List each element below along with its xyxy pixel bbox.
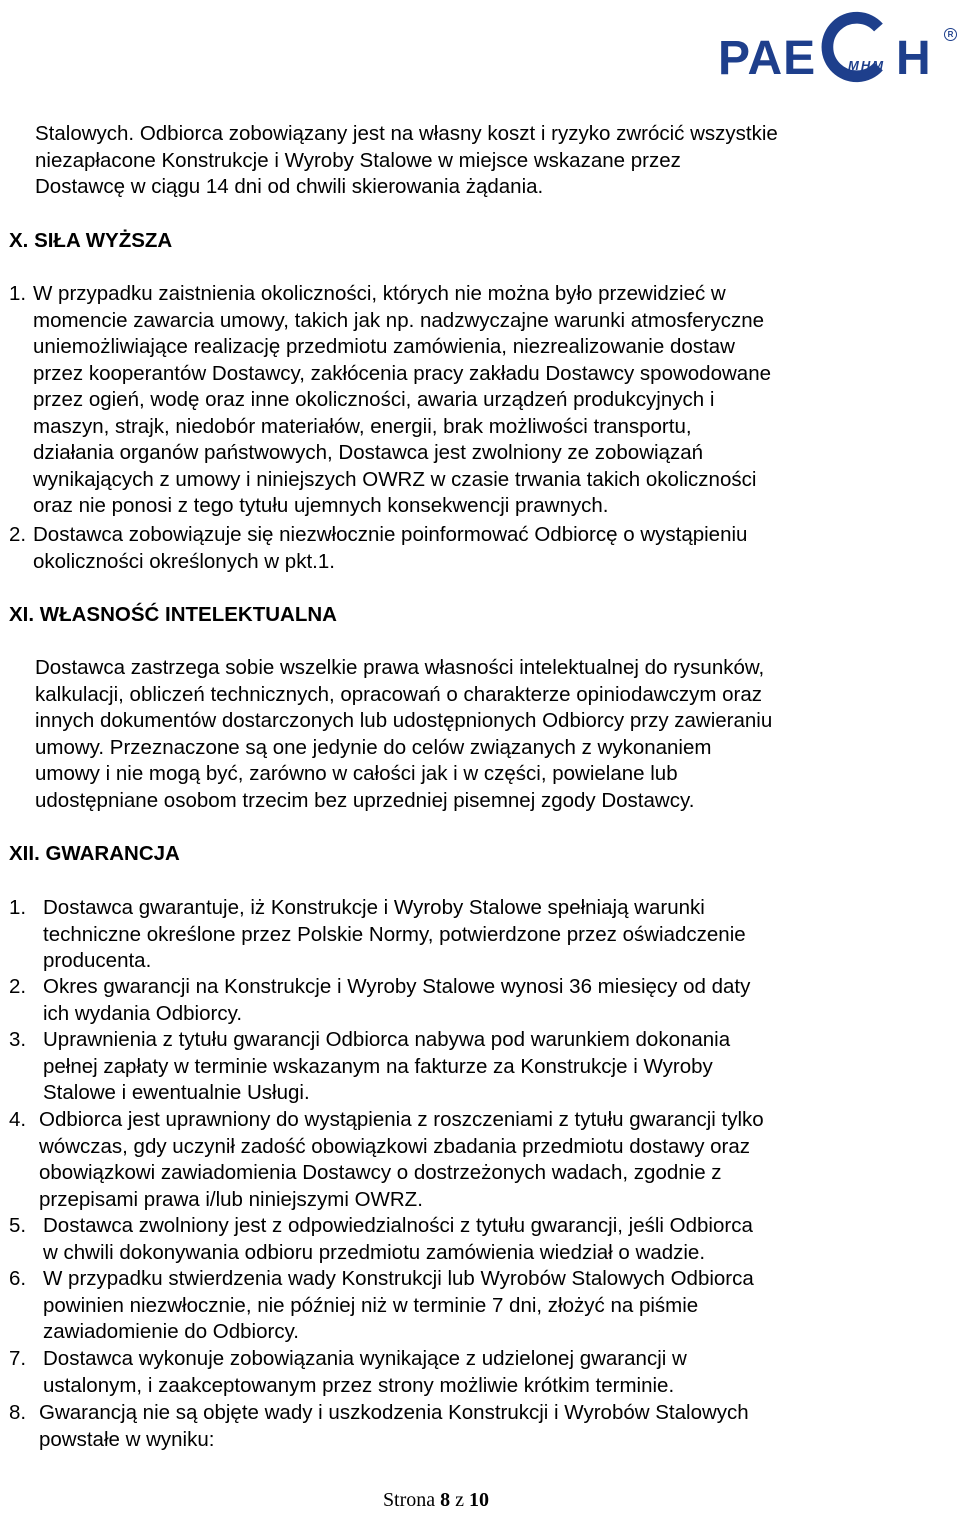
text-line: Dostawca zwolniony jest z odpowiedzialności z tytułu gwarancji, jeśli Odbiorca [43,1214,753,1237]
text-line: uniemożliwiające realizację przedmiotu zamówienia, niezrealizowanie dostaw [33,335,735,358]
text-line: przepisami prawa i/lub niniejszymi OWRZ. [39,1187,423,1211]
text-line: Odbiorca jest uprawniony do wystąpienia z roszczeniami z tytułu gwarancji tylko [39,1108,764,1131]
text-line: oraz nie ponosi z tego tytułu ujemnych konsekwencji prawnych. [33,494,609,517]
logo-c-mark-icon [818,8,896,86]
list-item [43,974,750,1027]
text-line: maszyn, strajk, niedobór materiałów, energii, brak możliwości transportu, [33,414,692,438]
logo-letter-h: H [896,32,931,85]
text-line: W przypadku stwierdzenia wady Konstrukcji lub Wyrobów Stalowych Odbiorca [43,1267,754,1290]
footer-total-pages: 10 [469,1489,490,1511]
text-line: niezapłacone Konstrukcje i Wyroby Stalowe w miejsce wskazane przez [35,148,681,172]
list-number: 3. [9,1028,27,1051]
list-number: 6. [9,1267,27,1290]
text-line: W przypadku zaistnienia okoliczności, których nie można było przewidzieć w [33,282,726,305]
text-line: obowiązkowi zawiadomienia Dostawcy o dostrzeżonych wadach, zgodnie z [39,1161,722,1184]
text-line: działania organów państwowych, Dostawca jest zwolniony ze zobowiązań [33,441,704,464]
text-line: Uprawnienia z tytułu gwarancji Odbiorca nabywa pod warunkiem dokonania [43,1028,731,1051]
list-item [43,1266,754,1346]
text-line: Dostawca zastrzega sobie wszelkie prawa własności intelektualnej do rysunków, [35,656,765,679]
list-number: 2. [9,523,27,546]
text-line: Dostawca wykonuje zobowiązania wynikające z udzielonej gwarancji w [43,1347,687,1370]
text-line: Dostawca zobowiązuje się niezwłocznie poinformować Odbiorcę o wystąpieniu [33,523,748,546]
text-line: umowy i nie mogą być, zarówno w całości jak i w części, powielane lub [35,762,678,785]
list-item [39,1107,764,1213]
text-line: udostępniane osobom trzecim bez uprzedniej pisemnej zgody Dostawcy. [35,788,695,812]
page-footer [0,1487,872,1513]
text-line: przez kooperantów Dostawcy, zakłócenia pracy zakładu Dostawcy spowodowane [33,361,771,385]
footer-prefix: Strona [382,1489,436,1511]
logo-text: PAE [718,32,817,85]
text-line: Dostawca gwarantuje, iż Konstrukcje i Wyroby Stalowe spełniają warunki [43,896,705,919]
list-number: 1. [9,896,27,919]
text-line: okoliczności określonych w pkt.1. [33,549,335,573]
text-line: Okres gwarancji na Konstrukcje i Wyroby Stalowe wynosi 36 miesięcy od daty [43,975,751,998]
section-heading-force-majeure: X. SIŁA WYŻSZA [9,229,173,252]
text-line: przez ogień, wodę oraz inne okoliczności, awaria urządzeń produkcyjnych i [33,388,715,411]
text-line: Stalowych. Odbiorca zobowiązany jest na własny koszt i ryzyko zwrócić wszystkie [35,122,778,145]
list-number: 7. [9,1347,27,1370]
text-line: ustalonym, i zaakceptowanym przez strony możliwie krótkim terminie. [43,1373,675,1397]
text-line: wówczas, gdy uczynił zadość obowiązkowi zbadania przedmiotu dostawy oraz [39,1134,751,1158]
logo-subtext: MHM [848,58,886,73]
registered-mark-icon: R [944,28,957,41]
list-item [43,895,746,975]
text-line: kalkulacji, obliczeń technicznych, opracowań o charakterze opiniodawczym oraz [35,682,762,706]
list-item [43,1346,687,1399]
text-line: momencie zawarcia umowy, takich jak np. nadzwyczajne warunki atmosferyczne [33,308,765,332]
section-heading-intellectual-property: XI. WŁASNOŚĆ INTELEKTUALNA [9,603,337,626]
text-line: producenta. [43,949,152,972]
text-line: ich wydania Odbiorcy. [43,1001,243,1025]
text-line: powinien niezwłocznie, nie później niż w terminie 7 dni, złożyć na piśmie [43,1293,699,1317]
text-line: pełnej zapłaty w terminie wskazanym na fakturze za Konstrukcje i Wyroby [43,1054,713,1078]
footer-page-number: 8 [440,1489,451,1511]
text-line: Stalowe i ewentualnie Usługi. [43,1081,310,1104]
text-line: zawiadomienie do Odbiorcy. [43,1320,299,1343]
list-number: 8. [9,1401,27,1424]
text-line: Dostawcę w ciągu 14 dni od chwili skierowania żądania. [35,175,544,198]
company-logo [714,0,960,100]
list-item [43,1213,753,1266]
list-item [33,281,771,520]
text-line: wynikających z umowy i niniejszych OWRZ w czasie trwania takich okoliczności [33,467,757,491]
text-line: Gwarancją nie są objęte wady i uszkodzenia Konstrukcji i Wyrobów Stalowych [39,1401,749,1424]
list-item [33,522,747,575]
list-number: 4. [9,1108,27,1131]
text-line: umowy. Przeznaczone są one jedynie do celów związanych z wykonaniem [35,735,712,759]
text-line: powstałe w wyniku: [39,1427,215,1451]
intro-paragraph [35,121,778,201]
list-number: 2. [9,975,27,998]
footer-separator: z [455,1489,465,1511]
list-item [39,1400,749,1453]
section-heading-warranty: XII. GWARANCJA [9,842,180,865]
list-item [43,1027,730,1107]
ip-paragraph [35,655,772,814]
text-line: techniczne określone przez Polskie Normy, potwierdzone przez oświadczenie [43,922,746,946]
text-line: w chwili dokonywania odbioru przedmiotu zamówienia wiedział o wadzie. [43,1240,706,1264]
list-number: 5. [9,1214,27,1237]
text-line: innych dokumentów dostarczonych lub udostępnionych Odbiorcy przy zawieraniu [35,709,773,732]
list-number: 1. [9,282,27,305]
